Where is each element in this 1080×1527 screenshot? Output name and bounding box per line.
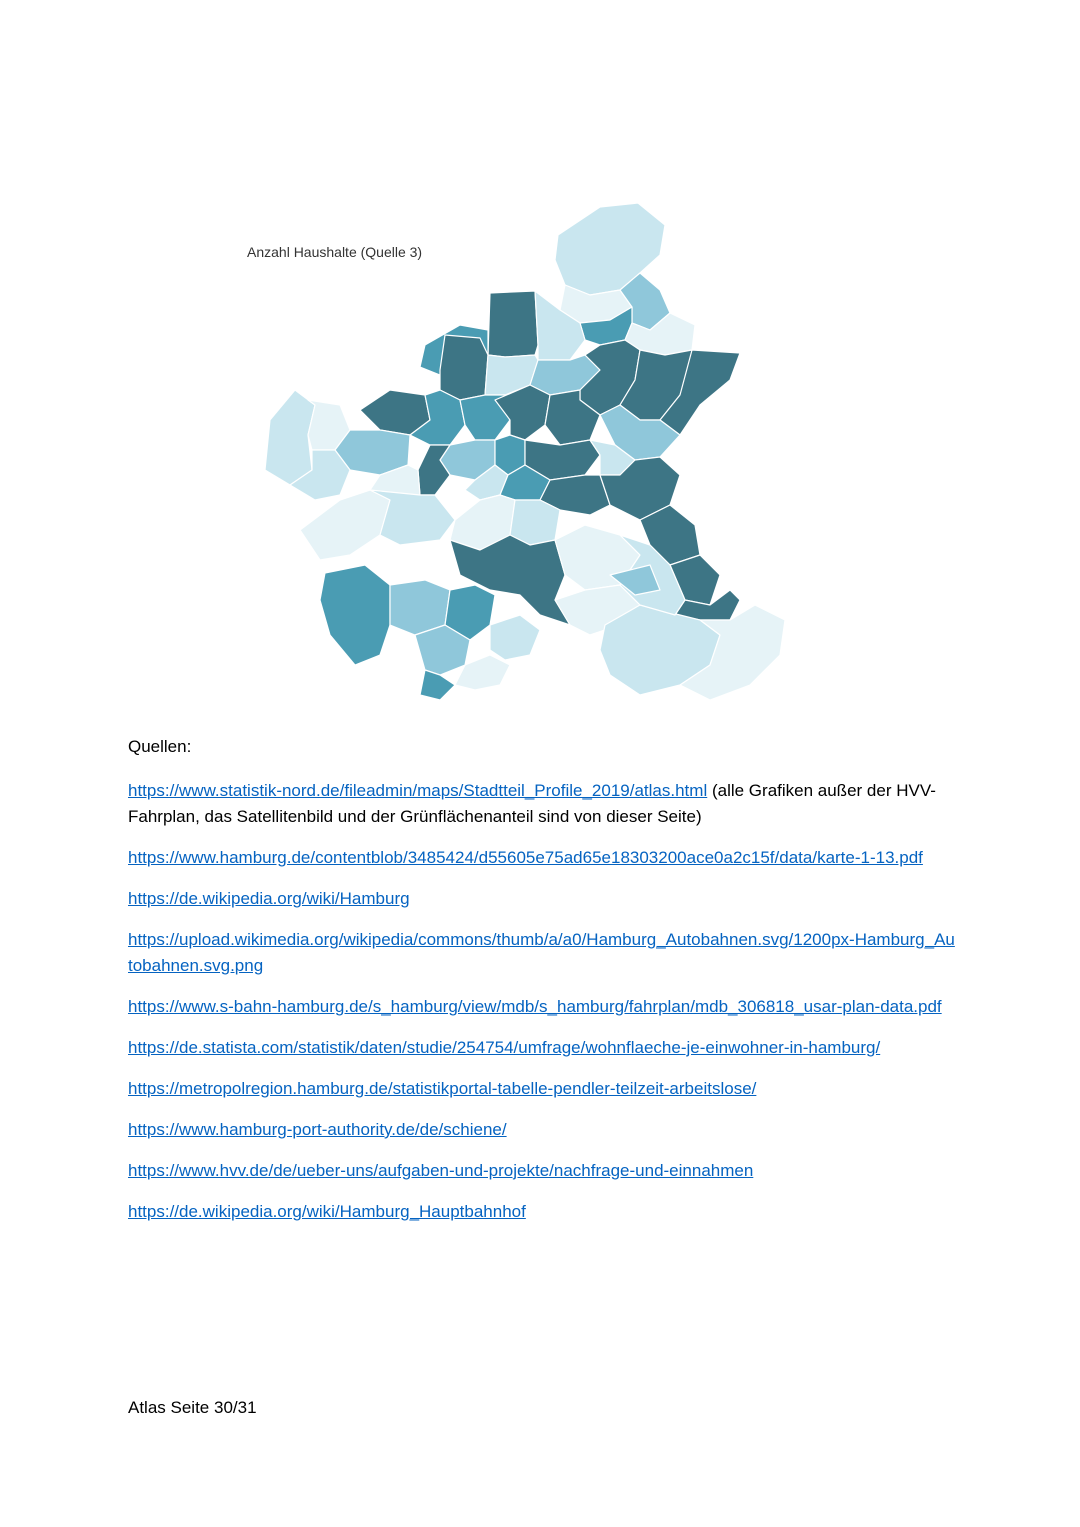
source-link-port-authority[interactable]: https://www.hamburg-port-authority.de/de/schiene/ <box>128 1120 507 1139</box>
map-title: Anzahl Haushalte (Quelle 3) <box>247 244 423 260</box>
choropleth-map <box>240 195 800 715</box>
source-link-metropolregion[interactable]: https://metropolregion.hamburg.de/statistikportal-tabelle-pendler-teilzeit-arbeitslose/ <box>128 1079 757 1098</box>
source-link-wikipedia-hamburg[interactable]: https://de.wikipedia.org/wiki/Hamburg <box>128 889 410 908</box>
source-link-s-bahn[interactable]: https://www.s-bahn-hamburg.de/s_hamburg/view/mdb/s_hamburg/fahrplan/mdb_306818_usar-plan-data.pdf <box>128 997 942 1016</box>
source-item <box>128 1199 958 1225</box>
district-sw-9 <box>420 670 455 700</box>
source-item <box>128 1117 958 1143</box>
source-item <box>128 927 958 979</box>
source-item <box>128 1076 958 1102</box>
source-link-hauptbahnhof[interactable]: https://de.wikipedia.org/wiki/Hamburg_Hauptbahnhof <box>128 1202 526 1221</box>
district-nord-dark-1 <box>488 291 538 357</box>
source-item <box>128 1035 958 1061</box>
source-item <box>128 886 958 912</box>
source-link-hamburg-karte[interactable]: https://www.hamburg.de/contentblob/3485424/d55605e75ad65e18303200ace0a2c15f/data/karte-1-13.pdf <box>128 848 923 867</box>
source-item <box>128 778 958 830</box>
source-item <box>128 994 958 1020</box>
page-footer: Atlas Seite 30/31 <box>128 1398 257 1417</box>
source-list <box>128 778 958 1240</box>
district-sw-11 <box>490 615 540 660</box>
source-link-autobahnen[interactable]: https://upload.wikimedia.org/wikipedia/commons/thumb/a/a0/Hamburg_Autobahnen.svg/1200px-Hamburg_Autobahnen.svg.png <box>128 930 955 975</box>
district-sw-1 <box>300 490 390 560</box>
district-center-5 <box>418 445 450 495</box>
map-svg <box>240 195 800 715</box>
sources-heading: Quellen: <box>128 737 192 756</box>
source-item <box>128 845 958 871</box>
district-west-1 <box>265 390 315 485</box>
source-item <box>128 1158 958 1184</box>
district-sw-5 <box>320 565 390 665</box>
district-nord-dark-2 <box>440 335 488 400</box>
source-link-statista[interactable]: https://de.statista.com/statistik/daten/studie/254754/umfrage/wohnflaeche-je-einwohner-in-hamburg/ <box>128 1038 881 1057</box>
source-link-hvv[interactable]: https://www.hvv.de/de/ueber-uns/aufgaben-und-projekte/nachfrage-und-einnahmen <box>128 1161 754 1180</box>
source-link-statistik-nord[interactable]: https://www.statistik-nord.de/fileadmin/maps/Stadtteil_Profile_2019/atlas.html <box>128 781 708 800</box>
source-note: (alle Grafiken außer der HVV-Fahrplan, das Satellitenbild und der Grünflächenanteil sind von dieser Seite) <box>128 781 936 826</box>
